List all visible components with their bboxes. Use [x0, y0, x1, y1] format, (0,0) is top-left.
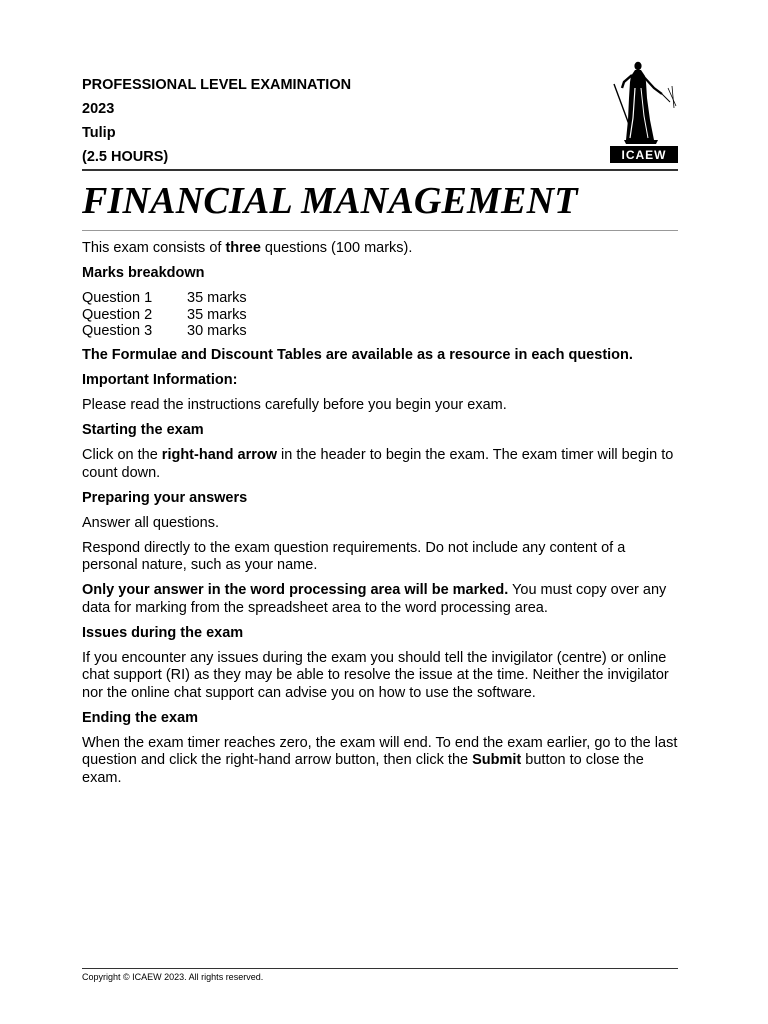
page-title: FINANCIAL MANAGEMENT	[82, 180, 578, 222]
marks-row: Question 2 35 marks	[82, 306, 247, 323]
icaew-logo	[610, 58, 678, 164]
starting-text: Click on the right-hand arrow in the header to begin the exam. The exam timer will begin to count down.	[82, 447, 674, 481]
marks-row: Question 3 30 marks	[82, 323, 247, 339]
marks-breakdown-heading: Marks breakdown	[82, 265, 205, 281]
header-divider	[82, 169, 678, 171]
ending-text: When the exam timer reaches zero, the exam will end. To end the exam earlier, go to the last question and click the right-hand arrow button, then click the Submit button to close the exam.	[82, 734, 678, 786]
preparing-text-1: Answer all questions.	[82, 514, 220, 531]
important-heading: Important Information:	[82, 372, 238, 388]
exam-level: PROFESSIONAL LEVEL EXAMINATION	[82, 77, 352, 93]
exam-duration: (2.5 HOURS)	[82, 149, 169, 165]
exam-instructions	[82, 240, 678, 795]
resources-note: The Formulae and Discount Tables are available as a resource in each question.	[82, 347, 633, 363]
marks-row: Question 1 35 marks	[82, 290, 247, 306]
logo-text: ICAEW	[621, 148, 667, 162]
copyright-footer: Copyright © ICAEW 2023. All rights reserved.	[82, 968, 678, 983]
marks-breakdown-table	[82, 290, 678, 340]
exam-header	[82, 73, 351, 169]
exam-year: 2023	[82, 101, 115, 117]
exam-cover-page	[82, 0, 678, 1024]
preparing-text-3: Only your answer in the word processing area will be marked. You must copy over any data for marking from the spreadsheet area to the word processing area.	[82, 582, 667, 616]
ending-heading: Ending the exam	[82, 709, 199, 726]
justice-figure-icon	[614, 62, 676, 144]
intro-text: This exam consists of three questions (100 marks).	[82, 240, 413, 256]
issues-text: If you encounter any issues during the exam you should tell the invigilator (centre) or online chat support (RI) as they may be able to resolve the issue at the time. Neither the invigilator nor the online chat support can advise you on how to use the software.	[82, 649, 669, 701]
preparing-heading: Preparing your answers	[82, 489, 248, 506]
important-text: Please read the instructions carefully before you begin your exam.	[82, 397, 507, 413]
title-divider	[82, 230, 678, 231]
exam-session: Tulip	[82, 125, 116, 141]
issues-heading: Issues during the exam	[82, 624, 244, 641]
starting-heading: Starting the exam	[82, 422, 204, 438]
preparing-text-2: Respond directly to the exam question requirements. Do not include any content of a personal nature, such as your name.	[82, 539, 626, 573]
